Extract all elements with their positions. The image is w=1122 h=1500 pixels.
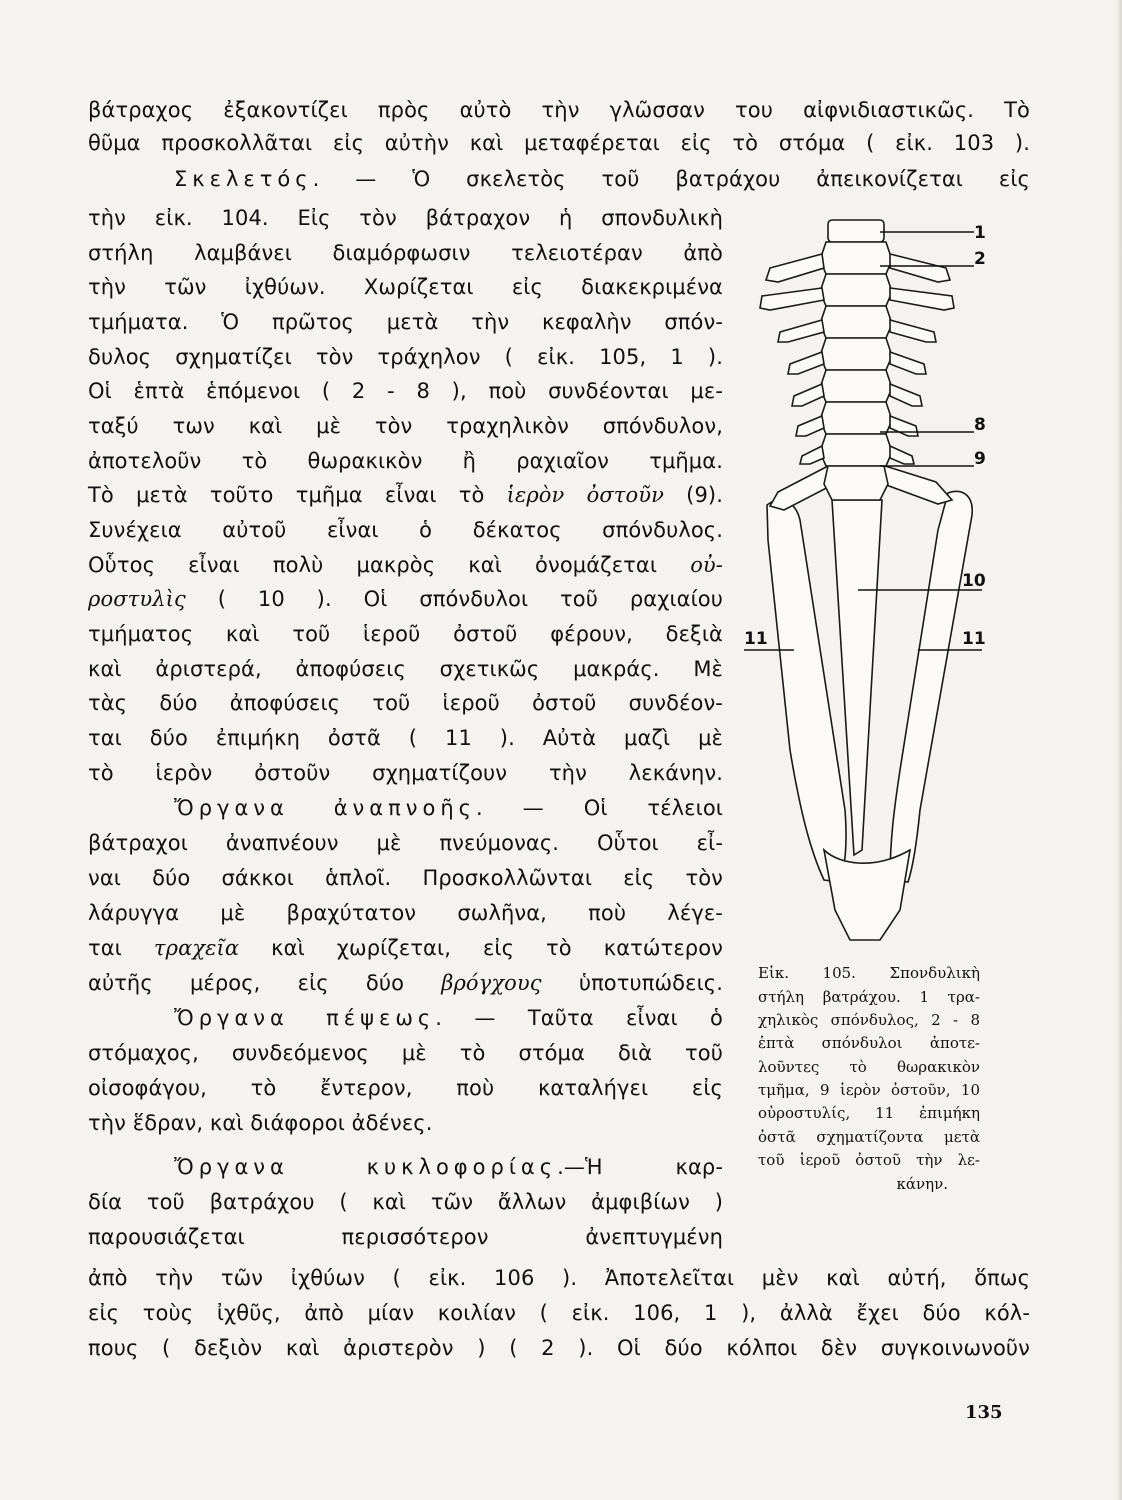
term-sacrum: ἱερὸν ὀστοῦν	[506, 483, 664, 507]
text-line: ἀπὸ τὴν τῶν ἰχθύων ( εἰκ. 106 ). Ἀποτελεῖται μὲν καὶ αὐτή, ὅπως	[88, 1266, 1030, 1290]
term-trachea: τραχεῖα	[153, 936, 240, 960]
vertebra	[820, 434, 892, 466]
vertebrae	[820, 242, 892, 500]
term-urostyle-part: ροστυλὶς	[88, 587, 186, 611]
text-line: τὴν ἕδραν, καὶ διάφοροι ἀδένες.	[88, 1111, 433, 1135]
process-left	[788, 352, 824, 374]
text-line: τὸ ἱερὸν ὀστοῦν σχηματίζουν τὴν λεκάνην.	[88, 761, 723, 785]
text-line: Συνέχεια αὐτοῦ εἶναι ὁ δέκατος σπόνδυλος.	[88, 518, 723, 542]
text-line: παρουσιάζεται περισσότερον ἀνεπτυγμένη	[88, 1225, 723, 1249]
process-right	[890, 352, 926, 374]
text-line: δυλος σχηματίζει τὸν τράχηλον ( εἰκ. 105, 1 ).	[88, 345, 723, 369]
text-line: τμήματα. Ὁ πρῶτος μετὰ τὴν κεφαλὴν σπόν-	[88, 310, 723, 334]
sacral-vertebra	[824, 466, 888, 500]
figure-label-11-left: 11	[744, 629, 768, 649]
figure-label-1: 1	[974, 223, 986, 243]
text-line: τὰς δύο ἀποφύσεις τοῦ ἱεροῦ ὀστοῦ συνδέον-	[88, 691, 723, 715]
text-line: θῦμα προσκολλᾶται εἰς αὐτὴν καὶ μεταφέρεται εἰς τὸ στόμα ( εἰκ. 103 ).	[88, 131, 1030, 155]
text-line: τὴν τῶν ἰχθύων. Χωρίζεται εἰς διακεκριμένα	[88, 275, 723, 299]
section-heading-line	[174, 1003, 723, 1033]
process-left	[792, 384, 824, 406]
text-fragment: Οὗτος εἶναι πολὺ μακρὸς καὶ ὀνομάζεται	[88, 553, 658, 577]
process-right	[890, 446, 914, 464]
text-fragment: ται	[88, 936, 122, 960]
spine-drawing	[760, 220, 972, 940]
term-bronchi: βρόγχους	[441, 971, 542, 995]
figure-caption-line: Εἰκ. 105. Σπονδυλικὴ	[758, 964, 980, 982]
section-heading-line	[174, 164, 1030, 194]
figure-label-2: 2	[974, 249, 986, 269]
vertebra	[820, 370, 892, 402]
text-line	[88, 584, 723, 614]
figure-label-10: 10	[962, 571, 986, 591]
vertebra	[820, 242, 892, 274]
process-right	[890, 384, 922, 406]
ilium-right	[890, 491, 972, 882]
text-fragment: .—Ἡ καρ-	[557, 1155, 723, 1179]
process-right	[890, 416, 918, 436]
page-number: 135	[965, 1402, 1003, 1423]
figure-label-11-right: 11	[962, 629, 986, 649]
text-fragment: ὑποτυπώδεις.	[578, 971, 723, 995]
text-line: ταξύ των καὶ μὲ τὸν τραχηλικὸν σπόνδυλον,	[88, 414, 723, 438]
section-heading-line	[174, 1152, 723, 1182]
text-line: στήλη λαμβάνει διαμόρφωσιν τελειοτέραν ἀπὸ	[88, 241, 723, 265]
text-line: βάτραχος ἐξακοντίζει πρὸς αὐτὸ τὴν γλῶσσαν του αἰφνιδιαστικῶς. Τὸ	[88, 98, 1030, 122]
process-left	[800, 446, 824, 464]
text-line: ἀποτελοῦν τὸ θωρακικὸν ἢ ραχιαῖον τμῆμα.	[88, 449, 723, 473]
text-fragment: . — Οἱ τέλειοι	[475, 796, 723, 820]
process-left	[796, 416, 824, 436]
text-fragment: . — Ὁ σκελετὸς τοῦ βατράχου ἀπεικονίζεται εἰς	[312, 167, 1030, 191]
term-urostyle-part: οὐ-	[690, 553, 723, 577]
pelvic-symphysis	[824, 850, 910, 940]
text-fragment: Τὸ μετὰ τοῦτο τμῆμα εἶναι τὸ	[88, 483, 485, 507]
process-right	[890, 288, 954, 310]
text-line: Οἱ ἑπτὰ ἑπόμενοι ( 2 - 8 ), ποὺ συνδέονται με-	[88, 379, 723, 403]
vertebra	[820, 306, 892, 338]
section-heading-digestion: Ὄργανα πέψεως	[174, 1006, 436, 1030]
vertebra	[820, 274, 892, 306]
text-fragment: καὶ χωρίζεται, εἰς τὸ κατώτερον	[271, 936, 723, 960]
text-line	[88, 480, 723, 510]
text-line	[88, 933, 723, 963]
text-fragment: αὐτῆς μέρος, εἰς δύο	[88, 971, 405, 995]
text-line: εἰς τοὺς ἰχθῦς, ἀπὸ μίαν κοιλίαν ( εἰκ. 106, 1 ), ἀλλὰ ἔχει δύο κόλ-	[88, 1301, 1030, 1325]
process-left	[778, 320, 824, 342]
atlas-vertebra	[828, 220, 884, 242]
figure-label-8: 8	[974, 415, 986, 435]
text-line	[88, 550, 723, 580]
text-line: τὴν εἰκ. 104. Εἰς τὸν βάτραχον ἡ σπονδυλικὴ	[88, 206, 723, 230]
figure-caption-line: οὐροστυλίς, 11 ἐπιμήκη	[758, 1104, 980, 1122]
vertebra	[820, 402, 892, 434]
text-line: ναι δύο σάκκοι ἁπλοῖ. Προσκολλῶνται εἰς τὸν	[88, 866, 723, 890]
text-line: τμήματος καὶ τοῦ ἱεροῦ ὀστοῦ φέρουν, δεξιὰ	[88, 622, 723, 646]
text-line: δία τοῦ βατράχου ( καὶ τῶν ἄλλων ἀμφιβίων )	[88, 1190, 723, 1214]
figure-caption-line: τμῆμα, 9 ἱερὸν ὀστοῦν, 10	[758, 1081, 980, 1099]
vertebra	[820, 338, 892, 370]
figure-label-9: 9	[974, 449, 986, 469]
text-line: ται δύο ἐπιμήκη ὀστᾶ ( 11 ). Αὐτὰ μαζὶ μὲ	[88, 726, 723, 750]
figure-caption-line: στήλη βατράχου. 1 τρα-	[758, 988, 980, 1006]
figure-caption-line: κάνην.	[896, 1175, 948, 1193]
process-left	[760, 288, 824, 310]
text-fragment: ( 10 ). Οἱ σπόνδυλοι τοῦ ραχιαίου	[217, 587, 723, 611]
section-heading-line	[174, 793, 723, 823]
figure-caption-line: ἑπτὰ σπόνδυλοι ἀποτε-	[758, 1034, 980, 1052]
text-line: οἰσοφάγου, τὸ ἔντερον, ποὺ καταλήγει εἰς	[88, 1076, 723, 1100]
figure-caption-line: λοῦντες τὸ θωρακικὸν	[758, 1058, 980, 1076]
process-left	[766, 254, 824, 282]
ilium-left	[767, 500, 846, 882]
figure-caption-line: χηλικὸς σπόνδυλος, 2 - 8	[758, 1011, 980, 1029]
section-heading-circulation: Ὄργανα κυκλοφορίας	[174, 1155, 558, 1179]
sacral-process-right	[878, 465, 952, 504]
text-fragment: . — Ταῦτα εἶναι ὁ	[435, 1006, 723, 1030]
text-line: στόμαχος, συνδεόμενος μὲ τὸ στόμα διὰ τοῦ	[88, 1041, 723, 1065]
text-line: καὶ ἀριστερά, ἀποφύσεις σχετικῶς μακράς. Μὲ	[88, 657, 723, 681]
frog-spine-illustration	[740, 210, 1020, 955]
text-fragment: (9).	[686, 483, 723, 507]
figure-caption-line: ὀστᾶ σχηματίζοντα μετὰ	[758, 1128, 980, 1146]
process-right	[890, 320, 936, 342]
text-line: πους ( δεξιὸν καὶ ἀριστερὸν ) ( 2 ). Οἱ δύο κόλποι δὲν συγκοινωνοῦν	[88, 1336, 1030, 1360]
page-edge-shadow	[1116, 0, 1122, 1500]
section-heading-skeleton: Σκελετός	[174, 167, 313, 191]
text-line: λάρυγγα μὲ βραχύτατον σωλῆνα, ποὺ λέγε-	[88, 901, 723, 925]
text-line: βάτραχοι ἀναπνέουν μὲ πνεύμονας. Οὗτοι εἶ-	[88, 831, 723, 855]
text-line	[88, 968, 723, 998]
process-right	[890, 254, 950, 282]
section-heading-respiration: Ὄργανα ἀναπνοῆς	[174, 796, 476, 820]
figure-caption-line: τοῦ ἱεροῦ ὀστοῦ τὴν λε-	[758, 1151, 980, 1169]
